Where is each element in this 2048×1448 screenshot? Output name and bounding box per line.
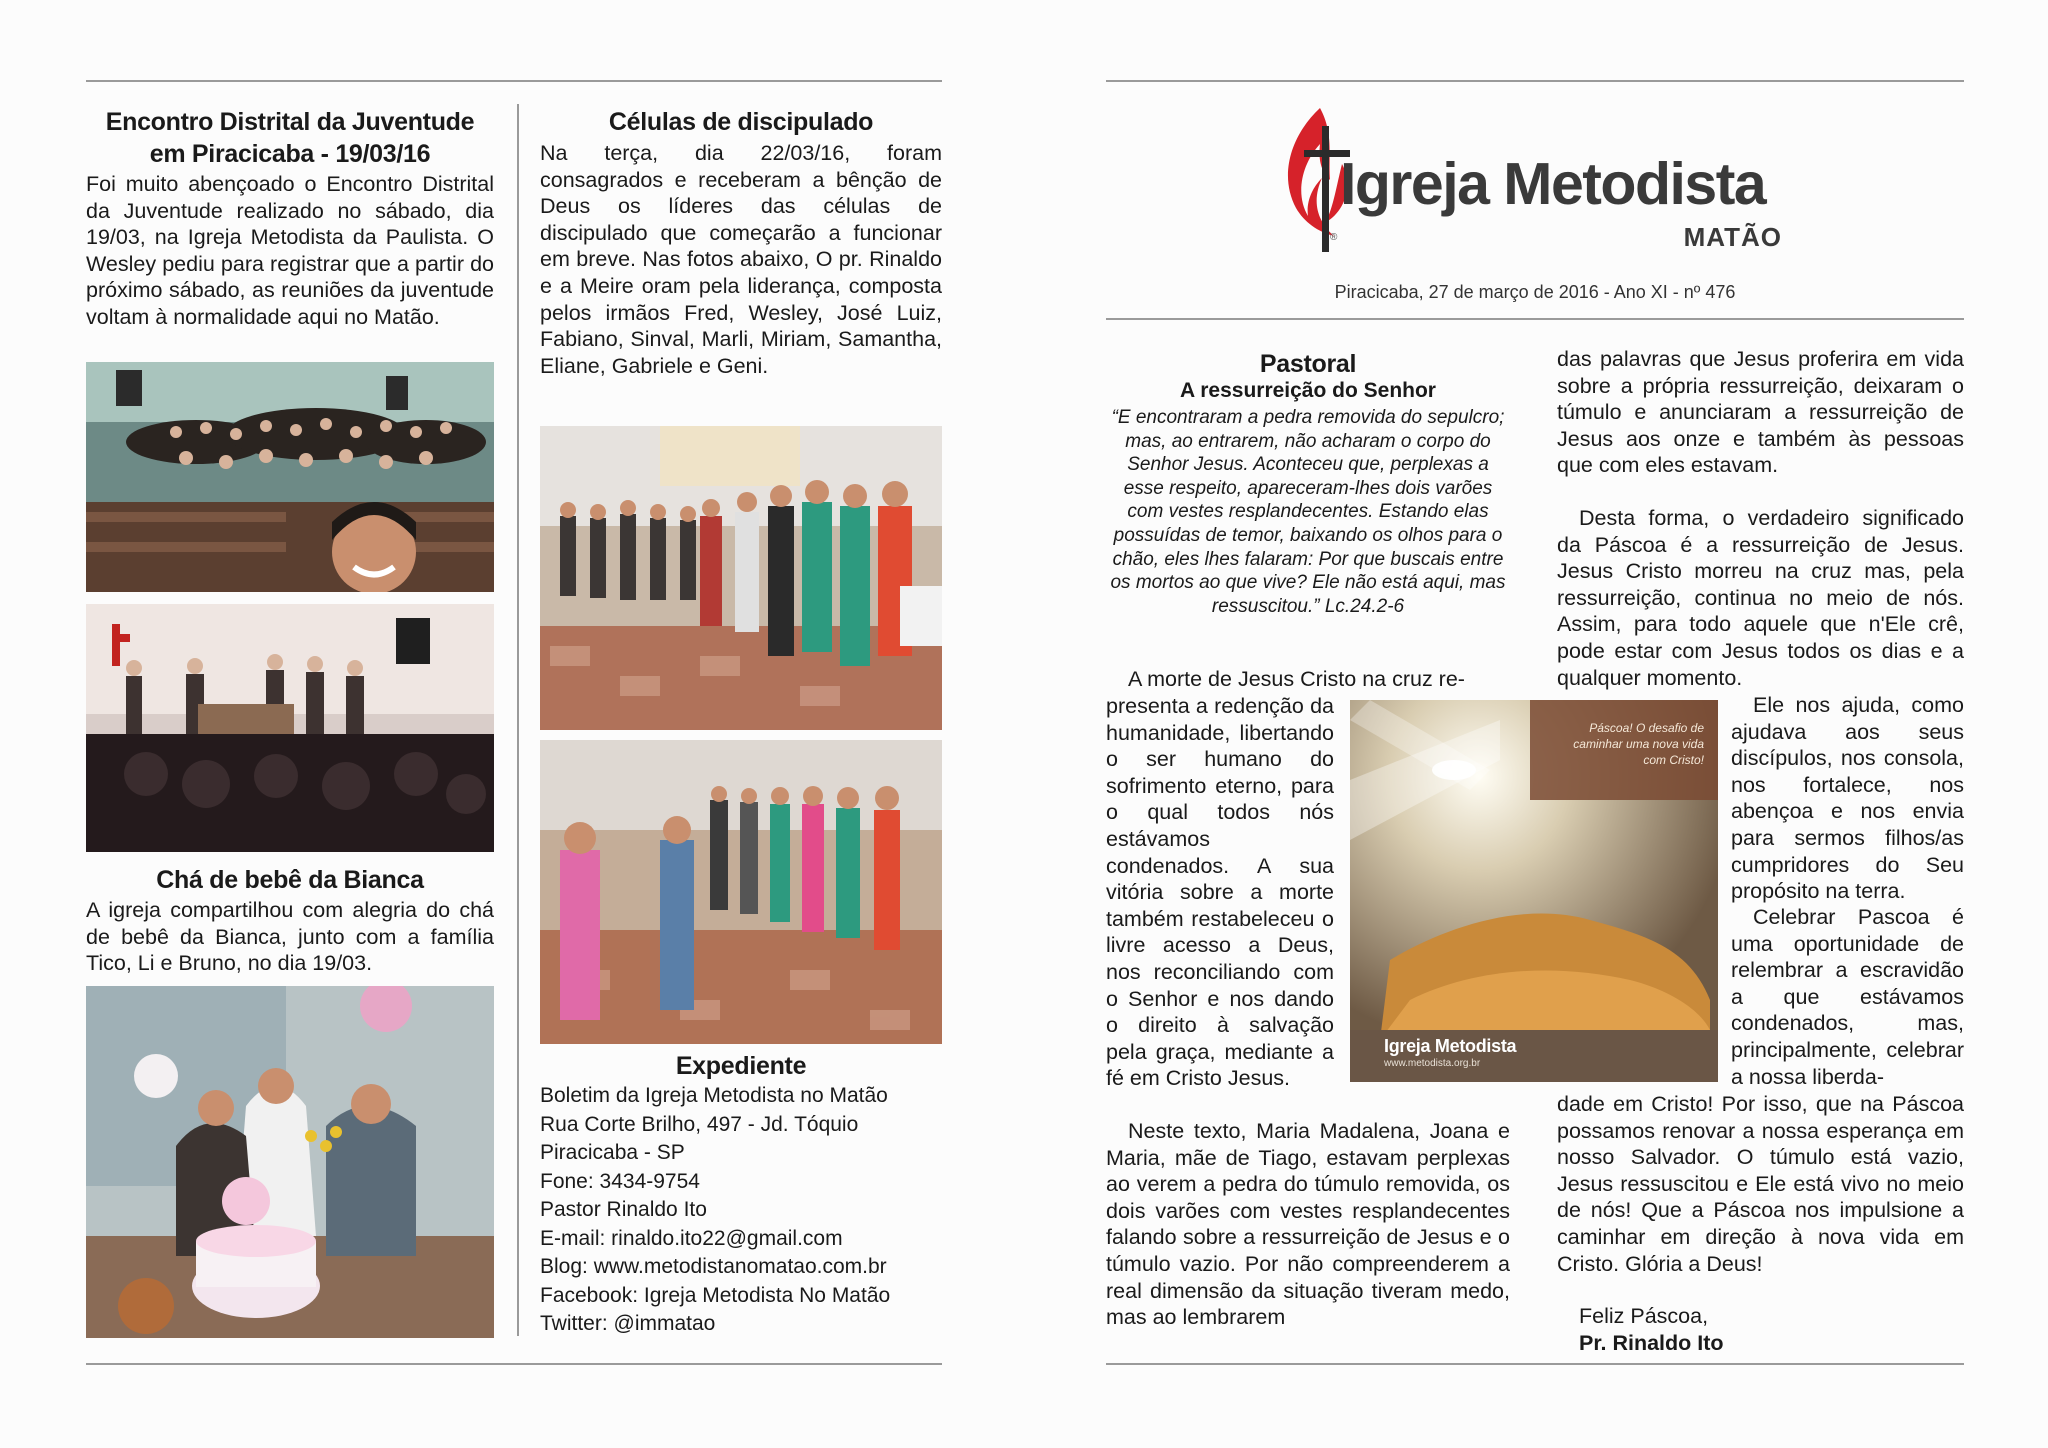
bottom-rule-left xyxy=(86,1363,942,1365)
easter-image-caption: Páscoa! O desafio de caminhar uma nova vida com Cristo! xyxy=(1573,721,1704,767)
expediente-email[interactable]: E-mail: rinaldo.ito22@gmail.com xyxy=(540,1226,843,1250)
pastoral-article-title: A ressurreição do Senhor xyxy=(1180,379,1436,402)
pastoral-quote: “E encontraram a pedra removida do sepulcro; mas, ao entrarem, não acharam o corpo do Senhor Jesus. Aconteceu que, perplexas a esse respeito, apareceram-lhes dois varões com vestes resplandecentes. Estando elas possuídas de temor, baixando os olhos para o chão, eles lhes falaram: Por que buscais entre os mortos ao que vive? Ele não está aqui, mas ressuscitou.” Lc.24.2-6 xyxy=(1110,407,1506,617)
pastoral-col2-p2: Desta forma, o verdadeiro significado da Páscoa é a ressurreição de Jesus. Jesus Cristo morreu na cruz mas, pela ressurreição, continua no meio de nós. Assim, para todo aquele que n'Ele crê, pode estar com Jesus todos os dias e a qualquer momento. xyxy=(1557,506,1964,690)
top-rule-right xyxy=(1106,80,1964,82)
baby-shower-photo xyxy=(86,986,494,1338)
column-divider xyxy=(517,104,519,1336)
pastoral-col1-intro: A morte de Jesus Cristo na cruz re- xyxy=(1128,667,1465,691)
logo-subtitle: MATÃO xyxy=(1683,222,1782,252)
expediente-line: Boletim da Igreja Metodista no Matão xyxy=(540,1084,888,1107)
top-rule-left xyxy=(86,80,942,82)
encontro-body: Foi muito abençoado o Encontro Distrital da Juventude realizado no sábado, dia 19/03, na Igreja Metodista da Paulista. O Wesley pediu para registrar que a partir do próximo sábado, as reuniões da juventude voltam à normalidade aqui no Matão. xyxy=(86,172,494,329)
cha-body: A igreja compartilhou com alegria do chá de bebê da Bianca, junto com a família Tico, Li e Bruno, no dia 19/03. xyxy=(86,898,494,976)
pastoral-col2-p4-rest: dade em Cristo! Por isso, que na Páscoa possamos renovar a nossa esperança em nosso Salvador. O túmulo está vazio, Jesus ressuscitou e Ele está vivo no meio de nós! Que a Páscoa nos impulsione a caminhar em direção à nova vida em Cristo. Glória a Deus! xyxy=(1557,1092,1964,1276)
cha-title: Chá de bebê da Bianca xyxy=(156,866,424,894)
pastoral-col1-p2: Neste texto, Maria Madalena, Joana e Maria, mãe de Tiago, estavam perplexas ao verem a pedra do túmulo removida, os dois varões com vestes resplandecentes falando sobre a ressurreição de Jesus e o túmulo vazio. Por não compreenderem a real dimensão da situação tiveram medo, mas ao lembrarem xyxy=(1106,1119,1510,1330)
pastoral-col2-p4-wrap: Celebrar Pascoa é uma oportunidade de relembrar a escravidão a que estávamos condenados, mas, principalmente, celebrar a nossa liberda- xyxy=(1731,905,1964,1089)
easter-tomb-image xyxy=(1350,700,1718,1082)
expediente-block xyxy=(540,1082,942,1339)
expediente-line: Fone: 3434-9754 xyxy=(540,1169,700,1193)
easter-image-url: www.metodista.org.br xyxy=(1384,1058,1481,1069)
celulas-title: Células de discipulado xyxy=(608,108,874,136)
pastoral-col1-wrap: presenta a redenção da humanidade, libertando o ser humano do sofrimento eterno, para o qual todos nós estávamos condenados. A sua vitória sobre a morte também restabeleceu o livre acesso a Deus, nos reconciliando com o Senhor e nos dando o direito à salvação pela graça, mediante a fé em Cristo Jesus. xyxy=(1106,694,1334,1091)
expediente-line: Rua Corte Brilho, 497 - Jd. Tóquio xyxy=(540,1112,859,1136)
celulas-body: Na terça, dia 22/03/16, foram consagrados e receberam a bênção de Deus os líderes das células de discipulado que começarão a funcionar em breve. Nas fotos abaixo, O pr. Rinaldo e a Meire oram pela liderança, composta pelos irmãos Fred, Wesley, José Luiz, Fabiano, Sinval, Marli, Miriam, Samantha, Eliane, Gabriele e Geni. xyxy=(540,141,942,378)
worship-band-photo xyxy=(86,604,494,852)
expediente-blog[interactable]: Blog: www.metodistanomatao.com.br xyxy=(540,1255,887,1278)
easter-image-brand: Igreja Metodista xyxy=(1384,1036,1517,1056)
encontro-title: Encontro Distrital da Juventude em Piracicaba - 19/03/16 xyxy=(105,108,475,168)
methodist-logo xyxy=(1282,104,1782,254)
pastoral-closing: Feliz Páscoa, xyxy=(1579,1304,1709,1328)
expediente-twitter[interactable]: Twitter: @immatao xyxy=(540,1312,716,1335)
logo-brand-text: Igreja Metodista xyxy=(1340,151,1766,217)
youth-group-photo xyxy=(86,362,494,592)
masthead-rule xyxy=(1106,318,1964,320)
expediente-facebook[interactable]: Facebook: Igreja Metodista No Matão xyxy=(540,1283,891,1307)
expediente-line: Pastor Rinaldo Ito xyxy=(540,1198,707,1221)
logo-registered-mark: ® xyxy=(1330,232,1338,243)
pastoral-col2-p1: das palavras que Jesus proferira em vida sobre a própria ressurreição, deixaram o túmulo e anunciaram a ressurreição de Jesus aos onze e também às pessoas que com eles estavam. xyxy=(1557,347,1964,478)
pastoral-signature: Pr. Rinaldo Ito xyxy=(1579,1331,1724,1355)
pastoral-col2-p3: Ele nos ajuda, como ajudava aos seus discípulos, nos consola, nos fortalece, nos abençoa e nos envia para sermos filhos/as cumpridores do Seu propósito na terra. xyxy=(1731,693,1964,904)
bottom-rule-right xyxy=(1106,1363,1964,1365)
pastoral-section-title: Pastoral xyxy=(1259,350,1357,378)
expediente-line: Piracicaba - SP xyxy=(540,1141,685,1164)
consecration-photo-2 xyxy=(540,740,942,1044)
expediente-title: Expediente xyxy=(675,1052,807,1080)
consecration-photo-1 xyxy=(540,426,942,730)
dateline: Piracicaba, 27 de março de 2016 - Ano XI - nº 476 xyxy=(1334,282,1736,302)
